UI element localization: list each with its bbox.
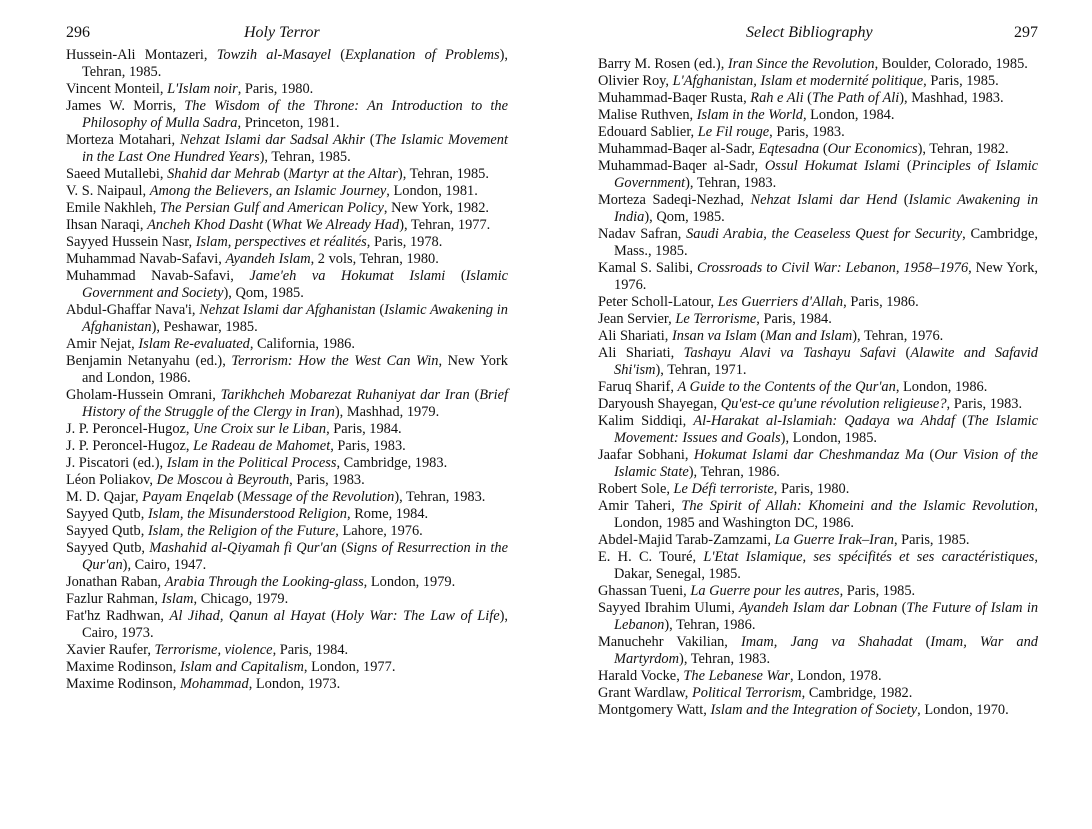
bibliography-entry xyxy=(598,90,1038,107)
entry-text: , London, 1981. xyxy=(386,183,478,199)
entry-text: , Lahore, 1976. xyxy=(335,523,423,539)
entry-title: Saudi Arabia, the Ceaseless Quest for Security xyxy=(686,226,963,242)
entry-text: , Paris, 1985. xyxy=(893,532,970,548)
bibliography-entry xyxy=(598,260,1038,294)
entry-publication: ), Tehran, 1982. xyxy=(917,141,1009,157)
entry-publication: ), Peshawar, 1985. xyxy=(151,319,258,335)
entry-text: , New York and London, 1986. xyxy=(82,353,508,386)
entry-title: Nehzat Islami dar Hend xyxy=(750,192,898,208)
entry-author: Muhammad-Baqer al-Sadr, xyxy=(598,158,765,174)
entry-text: , Paris, 1984. xyxy=(756,311,832,327)
entry-title: The Lebanese War xyxy=(683,668,790,684)
entry-title: Insan va Islam xyxy=(671,328,757,344)
bibliography-entry xyxy=(598,413,1038,447)
entry-title: Une Croix sur le Liban xyxy=(193,421,327,437)
bibliography-entry xyxy=(66,234,508,251)
entry-text: ( xyxy=(263,217,272,233)
entry-translation: Principles of Islamic Government xyxy=(614,158,1039,191)
entry-translation: Islamic Awakening in India xyxy=(614,192,1039,225)
entry-translation: Our Vision of the Islamic State xyxy=(614,447,1038,480)
entry-text: ( xyxy=(330,47,346,63)
bibliography-entry xyxy=(598,141,1038,158)
bibliography-entry xyxy=(598,73,1038,90)
entry-author: Saeed Mutallebi, xyxy=(66,166,168,182)
entry-text: , London, 1986. xyxy=(895,379,988,395)
bibliography-entry xyxy=(598,634,1038,668)
bibliography-list xyxy=(66,47,508,693)
entry-text: , London, 1979. xyxy=(363,574,456,590)
entry-translation: The Islamic Movement: Issues and Goals xyxy=(614,413,1038,446)
entry-translation: Alawite and Safavid Shi'ism xyxy=(614,345,1039,378)
entry-text: ( xyxy=(756,328,766,344)
bibliography-entry xyxy=(66,642,508,659)
entry-title: Political Terrorism xyxy=(691,685,802,701)
bibliography-entry xyxy=(66,81,508,98)
entry-author: Manuchehr Vakilian, xyxy=(598,634,741,650)
entry-title: Islam in the World xyxy=(696,107,803,123)
entry-text: , Paris, 1983. xyxy=(946,396,1023,412)
entry-title: Qu'est-ce qu'une révolution religieuse? xyxy=(720,396,947,412)
bibliography-entry xyxy=(66,523,508,540)
entry-publication: ), Tehran, 1986. xyxy=(688,464,780,480)
entry-author: E. H. C. Touré, xyxy=(598,549,704,565)
entry-publication: ), Tehran, 1976. xyxy=(852,328,944,344)
bibliography-entry xyxy=(66,421,508,438)
entry-title: Tarikhcheh Mobarezat Ruhaniyat dar Iran xyxy=(220,387,470,403)
entry-title: Rah e Ali xyxy=(750,90,804,106)
entry-publication: ), Tehran, 1977. xyxy=(399,217,491,233)
entry-author: Muhammad Navab-Safavi, xyxy=(66,251,226,267)
entry-translation: What We Already Had xyxy=(271,217,400,233)
entry-author: Morteza Sadeqi-Nezhad, xyxy=(598,192,751,208)
bibliography-entry xyxy=(598,124,1038,141)
bibliography-entry xyxy=(66,98,508,132)
bibliography-entry xyxy=(66,438,508,455)
bibliography-entry xyxy=(598,192,1038,226)
entry-publication: ), Tehran, 1985. xyxy=(259,149,351,165)
entry-title: The Spirit of Allah: Khomeini and the Islamic Revolution xyxy=(681,498,1035,514)
entry-author: Ghassan Tueni, xyxy=(598,583,691,599)
entry-title: La Guerre pour les autres xyxy=(690,583,840,599)
entry-author: Muhammad Navab-Safavi, xyxy=(66,268,250,284)
entry-title: Al Jihad, Qanun al Hayat xyxy=(169,608,326,624)
entry-text: , London, 1973. xyxy=(248,676,341,692)
entry-title: Mohammad xyxy=(179,676,249,692)
bibliography-entry xyxy=(66,132,508,166)
entry-publication: ), Qom, 1985. xyxy=(223,285,304,301)
entry-title: Eqtesadna xyxy=(758,141,820,157)
entry-text: ( xyxy=(900,158,912,174)
entry-author: Maxime Rodinson, xyxy=(66,659,180,675)
entry-title: Payam Enqelab xyxy=(142,489,234,505)
entry-text: ( xyxy=(897,600,907,616)
entry-text: , New York, 1982. xyxy=(383,200,490,216)
entry-text: , Paris, 1985. xyxy=(923,73,999,89)
entry-author: Harald Vocke, xyxy=(598,668,684,684)
bibliography-entry xyxy=(66,591,508,608)
entry-title: Le Défi terroriste xyxy=(673,481,774,497)
entry-text: ( xyxy=(819,141,828,157)
entry-title: Shahid dar Mehrab xyxy=(167,166,280,182)
entry-text: ( xyxy=(279,166,289,182)
entry-publication: ), Tehran, 1983. xyxy=(394,489,486,505)
entry-text: ( xyxy=(955,413,967,429)
entry-title: The Persian Gulf and American Policy xyxy=(159,200,384,216)
entry-title: Islam and the Integration of Society xyxy=(710,702,918,718)
entry-author: Sayyed Qutb, xyxy=(66,523,148,539)
entry-text: , London, 1977. xyxy=(303,659,396,675)
entry-title: Le Terrorisme xyxy=(675,311,757,327)
entry-title: L'Islam noir xyxy=(167,81,238,97)
entry-author: Peter Scholl-Latour, xyxy=(598,294,718,310)
entry-author: Benjamin Netanyahu (ed.), xyxy=(66,353,232,369)
bibliography-entry xyxy=(598,294,1038,311)
entry-text: ( xyxy=(469,387,480,403)
entry-publication: ), Mashhad, 1983. xyxy=(899,90,1004,106)
entry-author: Montgomery Watt, xyxy=(598,702,711,718)
bibliography-entry xyxy=(598,328,1038,345)
entry-publication: ), Mashhad, 1979. xyxy=(334,404,440,420)
entry-text: , Paris, 1983. xyxy=(769,124,845,140)
entry-title: Islam in the Political Process xyxy=(166,455,337,471)
entry-text: , London, 1970. xyxy=(917,702,1009,718)
bibliography-entry xyxy=(66,268,508,302)
entry-publication: ), Tehran, 1985. xyxy=(82,47,509,80)
bibliography-entry xyxy=(598,549,1038,583)
entry-text: ( xyxy=(364,132,375,148)
entry-text: , Paris, 1986. xyxy=(843,294,919,310)
entry-author: Ali Shariati, xyxy=(598,328,672,344)
left-page-header xyxy=(66,22,508,44)
entry-author: Olivier Roy, xyxy=(598,73,673,89)
entry-text: , Chicago, 1979. xyxy=(193,591,289,607)
entry-title: Tashayu Alavi va Tashayu Safavi xyxy=(683,345,897,361)
bibliography-entry xyxy=(598,600,1038,634)
entry-author: Kamal S. Salibi, xyxy=(598,260,697,276)
bibliography-entry xyxy=(598,498,1038,532)
entry-title: Jame'eh va Hokumat Islami xyxy=(249,268,446,284)
bibliography-entry xyxy=(66,166,508,183)
bibliography-entry xyxy=(66,47,508,81)
entry-title: Ossul Hokumat Islami xyxy=(764,158,901,174)
entry-text: , 2 vols, Tehran, 1980. xyxy=(310,251,439,267)
bibliography-entry xyxy=(66,574,508,591)
entry-title: Nehzat Islami dar Afghanistan xyxy=(199,302,376,318)
bibliography-entry xyxy=(66,251,508,268)
entry-text: ( xyxy=(897,192,909,208)
entry-text: , Paris, 1978. xyxy=(366,234,443,250)
entry-title: Les Guerriers d'Allah xyxy=(717,294,844,310)
entry-author: Emile Nakhleh, xyxy=(66,200,160,216)
entry-title: Hokumat Islami dar Cheshmandaz Ma xyxy=(693,447,925,463)
entry-author: Morteza Motahari, xyxy=(66,132,180,148)
entry-author: Muhammad-Baqer Rusta, xyxy=(598,90,751,106)
entry-text: ( xyxy=(924,447,935,463)
entry-author: Jean Servier, xyxy=(598,311,676,327)
entry-publication: ), London, 1985. xyxy=(780,430,878,446)
entry-translation: The Path of Ali xyxy=(811,90,900,106)
entry-text: ( xyxy=(896,345,911,361)
entry-author: Xavier Raufer, xyxy=(66,642,155,658)
bibliography-entry xyxy=(598,56,1038,73)
entry-title: A Guide to the Contents of the Qur'an xyxy=(677,379,896,395)
entry-author: J. P. Peroncel-Hugoz, xyxy=(66,438,194,454)
entry-text: , Boulder, Colorado, 1985. xyxy=(874,56,1028,72)
entry-author: M. D. Qajar, xyxy=(66,489,143,505)
entry-text: ( xyxy=(912,634,931,650)
entry-publication: ), Tehran, 1985. xyxy=(397,166,489,182)
entry-title: L'Etat Islamique, ses spécifités et ses caractéristiques xyxy=(703,549,1035,565)
entry-title: Islam Re-evaluated xyxy=(138,336,250,352)
entry-author: Amir Taheri, xyxy=(598,498,682,514)
entry-author: Muhammad-Baqer al-Sadr, xyxy=(598,141,759,157)
entry-author: Jaafar Sobhani, xyxy=(598,447,694,463)
entry-text: ( xyxy=(375,302,385,318)
entry-author: Nadav Safran, xyxy=(598,226,687,242)
bibliography-entry xyxy=(66,659,508,676)
bibliography-entry xyxy=(66,608,508,642)
entry-title: Islam, the Misunderstood Religion xyxy=(147,506,348,522)
entry-title: Islam xyxy=(161,591,194,607)
entry-author: Ali Shariati, xyxy=(598,345,684,361)
entry-author: V. S. Naipaul, xyxy=(66,183,150,199)
bibliography-entry xyxy=(66,506,508,523)
entry-text: , Paris, 1983. xyxy=(330,438,406,454)
entry-author: Daryoush Shayegan, xyxy=(598,396,721,412)
entry-author: Amir Nejat, xyxy=(66,336,139,352)
entry-author: Vincent Monteil, xyxy=(66,81,168,97)
entry-author: Sayyed Qutb, xyxy=(66,540,150,556)
entry-title: Ayandeh Islam xyxy=(225,251,311,267)
entry-translation: Message of the Revolution xyxy=(242,489,395,505)
entry-title: Le Radeau de Mahomet xyxy=(193,438,331,454)
bibliography-entry xyxy=(66,472,508,489)
entry-text: , Paris, 1984. xyxy=(326,421,402,437)
entry-text: , Paris, 1980. xyxy=(237,81,314,97)
bibliography-entry xyxy=(66,387,508,421)
entry-title: Terrorism: How the West Can Win xyxy=(231,353,439,369)
bibliography-entry xyxy=(598,685,1038,702)
entry-text: ( xyxy=(336,540,347,556)
entry-text: , Rome, 1984. xyxy=(347,506,429,522)
entry-author: James W. Morris, xyxy=(66,98,185,114)
entry-text: , Dakar, Senegal, 1985. xyxy=(614,549,1038,582)
bibliography-entry xyxy=(66,200,508,217)
entry-translation: The Future of Islam in Lebanon xyxy=(614,600,1039,633)
entry-author: Barry M. Rosen (ed.), xyxy=(598,56,728,72)
entry-text: , California, 1986. xyxy=(249,336,355,352)
entry-text: ( xyxy=(445,268,466,284)
bibliography-entry xyxy=(66,676,508,693)
entry-translation: Our Economics xyxy=(827,141,918,157)
entry-author: Abdul-Ghaffar Nava'i, xyxy=(66,302,200,318)
bibliography-entry xyxy=(66,455,508,472)
entry-title: Islam and Capitalism xyxy=(179,659,304,675)
entry-title: The Wisdom of the Throne: An Introduction to the Philosophy of Mulla Sadra xyxy=(82,98,508,131)
bibliography-entry xyxy=(66,183,508,200)
entry-title: Arabia Through the Looking-glass xyxy=(164,574,364,590)
bibliography-entry xyxy=(66,540,508,574)
bibliography-entry xyxy=(66,353,508,387)
bibliography-entry xyxy=(598,311,1038,328)
entry-author: Léon Poliakov, xyxy=(66,472,157,488)
entry-title: Mashahid al-Qiyamah fi Qur'an xyxy=(149,540,337,556)
page-number: 297 xyxy=(1014,24,1038,41)
entry-author: Sayyed Hussein Nasr, xyxy=(66,234,196,250)
entry-author: Ihsan Naraqi, xyxy=(66,217,148,233)
entry-author: Grant Wardlaw, xyxy=(598,685,692,701)
bibliography-entry xyxy=(598,668,1038,685)
entry-author: Kalim Siddiqi, xyxy=(598,413,694,429)
entry-publication: ), Tehran, 1983. xyxy=(679,651,771,667)
bibliography-entry xyxy=(598,158,1038,192)
entry-author: Jonathan Raban, xyxy=(66,574,165,590)
entry-title: Islam, perspectives et réalités xyxy=(195,234,367,250)
entry-title: De Moscou à Beyrouth xyxy=(156,472,290,488)
bibliography-entry xyxy=(598,532,1038,549)
bibliography-entry xyxy=(66,489,508,506)
entry-author: Abdel-Majid Tarab-Zamzami, xyxy=(598,532,775,548)
entry-publication: ), Tehran, 1986. xyxy=(664,617,756,633)
entry-text: , Paris, 1983. xyxy=(289,472,365,488)
entry-text: , London, 1985 and Washington DC, 1986. xyxy=(614,498,1038,531)
entry-publication: ), Qom, 1985. xyxy=(644,209,725,225)
bibliography-entry xyxy=(66,302,508,336)
entry-publication: ), Tehran, 1971. xyxy=(655,362,747,378)
entry-title: Iran Since the Revolution xyxy=(727,56,875,72)
entry-author: Faruq Sharif, xyxy=(598,379,678,395)
entry-text: , Paris, 1985. xyxy=(839,583,916,599)
bibliography-entry xyxy=(598,226,1038,260)
entry-title: Among the Believers, an Islamic Journey xyxy=(149,183,387,199)
entry-text: ( xyxy=(233,489,243,505)
entry-author: Sayyed Qutb, xyxy=(66,506,148,522)
entry-publication: ), Tehran, 1983. xyxy=(685,175,777,191)
entry-author: J. P. Peroncel-Hugoz, xyxy=(66,421,194,437)
entry-title: Terrorisme, violence xyxy=(154,642,273,658)
bibliography-entry xyxy=(598,481,1038,498)
entry-author: Fazlur Rahman, xyxy=(66,591,162,607)
entry-author: Maxime Rodinson, xyxy=(66,676,180,692)
entry-text: , Paris, 1984. xyxy=(272,642,349,658)
entry-translation: Martyr at the Altar xyxy=(288,166,398,182)
entry-text: , Cambridge, Mass., 1985. xyxy=(614,226,1038,259)
entry-title: L'Afghanistan, Islam et modernité politique xyxy=(672,73,924,89)
entry-translation: Imam, War and Martyrdom xyxy=(614,634,1038,667)
bibliography-entry xyxy=(598,583,1038,600)
entry-translation: Brief History of the Struggle of the Clergy in Iran xyxy=(82,387,509,420)
entry-translation: Signs of Resurrection in the Qur'an xyxy=(82,540,508,573)
entry-text: , Princeton, 1981. xyxy=(237,115,340,131)
entry-translation: Islamic Awakening in Afghanistan xyxy=(82,302,508,335)
entry-author: Gholam-Hussein Omrani, xyxy=(66,387,221,403)
running-head: Select Bibliography xyxy=(746,24,873,41)
entry-text: , Paris, 1980. xyxy=(773,481,850,497)
entry-publication: ), Cairo, 1947. xyxy=(122,557,207,573)
entry-text: ( xyxy=(325,608,336,624)
entry-author: J. Piscatori (ed.), xyxy=(66,455,167,471)
entry-author: Edouard Sablier, xyxy=(598,124,698,140)
bibliography-entry xyxy=(598,379,1038,396)
entry-translation: Holy War: The Law of Life xyxy=(335,608,500,624)
entry-translation: Explanation of Problems xyxy=(345,47,500,63)
entry-translation: The Islamic Movement in the Last One Hundred Years xyxy=(82,132,508,165)
running-head: Holy Terror xyxy=(244,24,320,41)
entry-text: , Cambridge, 1982. xyxy=(801,685,913,701)
bibliography-entry xyxy=(598,396,1038,413)
entry-author: Sayyed Ibrahim Ulumi, xyxy=(598,600,740,616)
bibliography-list xyxy=(598,56,1038,719)
entry-author: Fat'hz Radhwan, xyxy=(66,608,170,624)
bibliography-entry xyxy=(598,107,1038,124)
entry-text: , Cambridge, 1983. xyxy=(336,455,448,471)
entry-text: , New York, 1976. xyxy=(614,260,1038,293)
entry-title: Imam, Jang va Shahadat xyxy=(741,634,913,650)
bibliography-entry xyxy=(598,345,1038,379)
right-page-header xyxy=(598,22,1038,44)
entry-title: Crossroads to Civil War: Lebanon, 1958–1976 xyxy=(696,260,969,276)
entry-translation: Islamic Government and Society xyxy=(82,268,509,301)
entry-title: Ayandeh Islam dar Lobnan xyxy=(739,600,898,616)
entry-text: , London, 1984. xyxy=(802,107,895,123)
entry-author: Robert Sole, xyxy=(598,481,674,497)
entry-title: Ancheh Khod Dasht xyxy=(147,217,264,233)
entry-author: Malise Ruthven, xyxy=(598,107,697,123)
entry-text: ( xyxy=(803,90,812,106)
entry-title: Towzih al-Masayel xyxy=(216,47,331,63)
bibliography-entry xyxy=(598,447,1038,481)
entry-title: Al-Harakat al-Islamiah: Qadaya wa Ahdaf xyxy=(693,413,956,429)
bibliography-entry xyxy=(598,702,1038,719)
entry-title: Islam, the Religion of the Future xyxy=(147,523,336,539)
entry-title: Le Fil rouge xyxy=(697,124,770,140)
entry-author: Hussein-Ali Montazeri, xyxy=(66,47,217,63)
bibliography-entry xyxy=(66,336,508,353)
page-number: 296 xyxy=(66,24,90,41)
entry-title: Nehzat Islami dar Sadsal Akhir xyxy=(179,132,365,148)
entry-text: , London, 1978. xyxy=(790,668,882,684)
entry-title: La Guerre Irak–Iran xyxy=(774,532,894,548)
bibliography-entry xyxy=(66,217,508,234)
entry-translation: Man and Islam xyxy=(765,328,853,344)
entry-publication: ), Cairo, 1973. xyxy=(82,608,508,641)
